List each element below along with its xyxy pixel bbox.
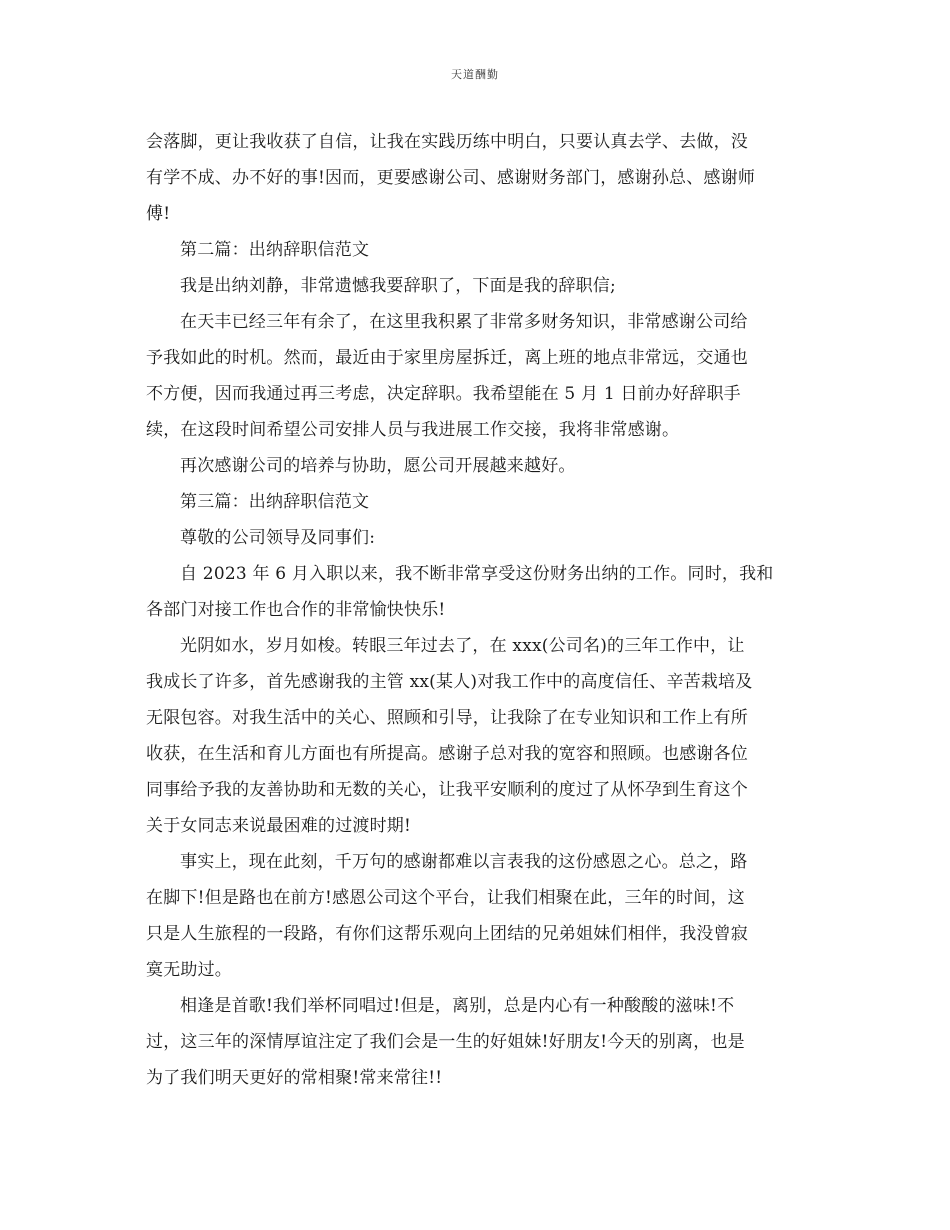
text-line: 尊敬的公司领导及同事们: bbox=[180, 528, 376, 548]
text-line: 为了我们明天更好的常相聚!常来常往!! bbox=[146, 1068, 443, 1088]
text-line: 会落脚，更让我收获了自信，让我在实践历练中明白，只要认真去学、去做，没 bbox=[146, 132, 748, 152]
text-line: 收获，在生活和育儿方面也有所提高。感谢子总对我的宽容和照顾。也感谢各位 bbox=[146, 744, 748, 764]
text-line: 续，在这段时间希望公司安排人员与我进展工作交接，我将非常感谢。 bbox=[146, 420, 680, 440]
text-line: 过，这三年的深情厚谊注定了我们会是一生的好姐妹!好朋友!今天的别离，也是 bbox=[146, 1032, 745, 1052]
text-line: 我成长了许多，首先感谢我的主管 xx(某人)对我工作中的高度信任、辛苦栽培及 bbox=[146, 672, 753, 692]
text-line: 寞无助过。 bbox=[146, 960, 232, 980]
text-line: 同事给予我的友善协助和无数的关心，让我平安顺利的度过了从怀孕到生育这个 bbox=[146, 780, 748, 800]
text-line: 予我如此的时机。然而，最近由于家里房屋拆迁，离上班的地点非常远，交通也 bbox=[146, 348, 748, 368]
text-line: 相逢是首歌!我们举杯同唱过!但是，离别，总是内心有一种酸酸的滋味!不 bbox=[180, 996, 735, 1016]
text-line: 再次感谢公司的培养与协助，愿公司开展越来越好。 bbox=[180, 456, 576, 476]
text-line: 自 2023 年 6 月入职以来，我不断非常享受这份财务出纳的工作。同时，我和 bbox=[180, 564, 774, 584]
document-body bbox=[146, 124, 806, 1096]
text-line: 第三篇：出纳辞职信范文 bbox=[180, 492, 370, 512]
text-line: 只是人生旅程的一段路，有你们这帮乐观向上团结的兄弟姐妹们相伴，我没曾寂 bbox=[146, 924, 748, 944]
text-line: 不方便，因而我通过再三考虑，决定辞职。我希望能在 5 月 1 日前办好辞职手 bbox=[146, 384, 741, 404]
text-line: 我是出纳刘静，非常遗憾我要辞职了，下面是我的辞职信; bbox=[180, 276, 616, 296]
text-line: 无限包容。对我生活中的关心、照顾和引导，让我除了在专业知识和工作上有所 bbox=[146, 708, 748, 728]
running-header: 天道酬勤 bbox=[451, 68, 499, 81]
text-line: 第二篇：出纳辞职信范文 bbox=[180, 240, 370, 260]
text-line: 光阴如水，岁月如梭。转眼三年过去了，在 xxx(公司名)的三年工作中，让 bbox=[180, 636, 745, 656]
text-line: 各部门对接工作也合作的非常愉快快乐! bbox=[146, 600, 446, 620]
text-line: 在脚下!但是路也在前方!感恩公司这个平台，让我们相聚在此，三年的时间，这 bbox=[146, 888, 745, 908]
text-line: 关于女同志来说最困难的过渡时期! bbox=[146, 816, 412, 836]
text-line: 在天丰已经三年有余了，在这里我积累了非常多财务知识，非常感谢公司给 bbox=[180, 312, 748, 332]
text-line: 有学不成、办不好的事!因而，更要感谢公司、感谢财务部门，感谢孙总、感谢师 bbox=[146, 168, 756, 188]
text-line: 傅! bbox=[146, 204, 171, 224]
text-line: 事实上，现在此刻，千万句的感谢都难以言表我的这份感恩之心。总之，路 bbox=[180, 852, 748, 872]
